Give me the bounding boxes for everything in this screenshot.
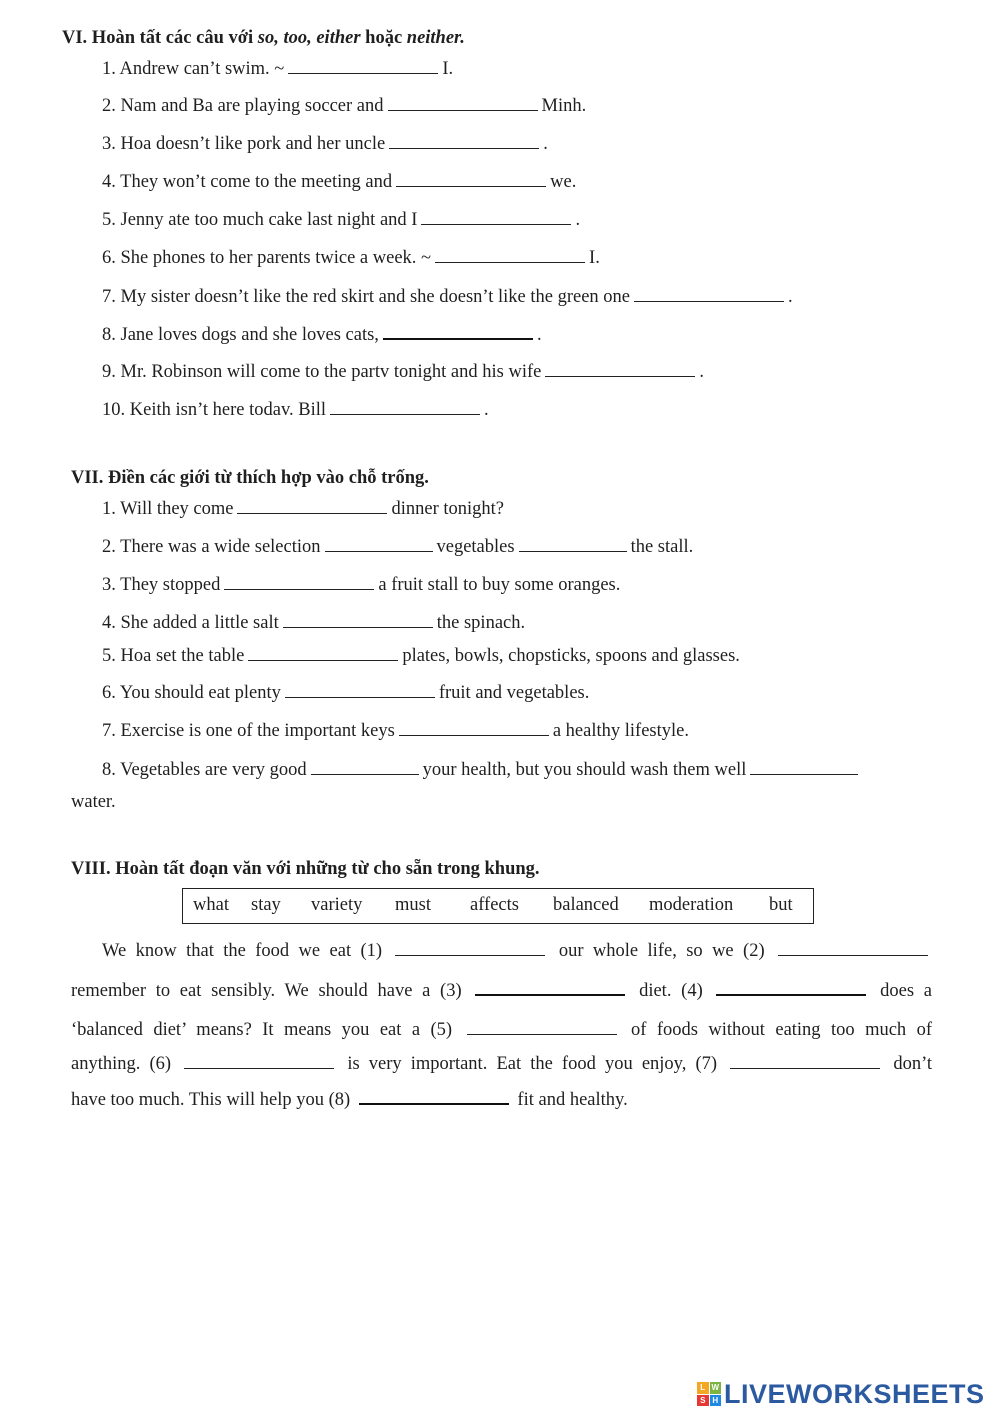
answer-blank[interactable] xyxy=(475,994,625,996)
paragraph-line-1: We know that the food we eat (1) our whole life, so we (2) xyxy=(71,941,932,962)
paragraph-line-4: anything. (6) is very important. Eat the food you enjoy, (7) don’t xyxy=(71,1054,933,1074)
answer-blank[interactable] xyxy=(395,955,545,956)
word-box xyxy=(182,888,814,924)
word-box-item: must xyxy=(395,895,431,915)
paragraph-line-3: ‘balanced diet’ means? It means you eat a (5) of foods without eating too much of xyxy=(71,1020,933,1040)
word-box-item: variety xyxy=(311,895,363,915)
answer-blank[interactable] xyxy=(778,955,928,956)
vi-item-4: 4. They won’t come to the meeting and we. xyxy=(102,172,577,192)
answer-blank[interactable] xyxy=(467,1034,617,1035)
answer-blank[interactable] xyxy=(716,994,866,996)
vi-item-5: 5. Jenny ate too much cake last night and I . xyxy=(102,210,581,230)
answer-blank[interactable] xyxy=(435,262,585,263)
vii-item-7: 7. Exercise is one of the important keys a healthy lifestyle. xyxy=(102,721,689,741)
word-box-item: balanced xyxy=(553,895,619,915)
logo-mark-letter: S xyxy=(697,1395,709,1407)
answer-blank[interactable] xyxy=(224,589,374,590)
vi-item-1: 1. Andrew can’t swim. ~ I. xyxy=(102,59,454,79)
section-viii-title: VIII. Hoàn tất đoạn văn với những từ cho sẵn trong khung. xyxy=(71,859,540,879)
section-vii-title: VII. Điền các giới từ thích hợp vào chỗ trống. xyxy=(71,468,429,488)
vii-item-5: 5. Hoa set the table plates, bowls, chopsticks, spoons and glasses. xyxy=(102,646,740,666)
answer-blank[interactable] xyxy=(383,338,533,340)
vi-item-3: 3. Hoa doesn’t like pork and her uncle . xyxy=(102,134,548,154)
vii-item-2: 2. There was a wide selection vegetables the stall. xyxy=(102,537,694,557)
vii-item-8-continued: water. xyxy=(71,792,116,812)
answer-blank[interactable] xyxy=(285,697,435,698)
logo-mark-letter: W xyxy=(711,1383,720,1393)
answer-blank[interactable] xyxy=(750,774,858,775)
answer-blank[interactable] xyxy=(237,513,387,514)
vi-item-2: 2. Nam and Ba are playing soccer and Minh. xyxy=(102,96,587,116)
answer-blank[interactable] xyxy=(545,376,695,377)
word-box-item: what xyxy=(193,895,229,915)
vi-item-7: 7. My sister doesn’t like the red skirt and she doesn’t like the green one . xyxy=(102,287,793,307)
answer-blank[interactable] xyxy=(388,110,538,111)
vii-item-3: 3. They stopped a fruit stall to buy some oranges. xyxy=(102,575,621,595)
vii-item-6: 6. You should eat plenty fruit and vegetables. xyxy=(102,683,590,703)
liveworksheets-logo xyxy=(697,1380,985,1408)
logo-mark-icon xyxy=(697,1382,721,1406)
answer-blank[interactable] xyxy=(288,73,438,74)
vi-item-9: 9. Mr. Robinson will come to the partv tonight and his wife . xyxy=(102,362,704,382)
vii-item-4: 4. She added a little salt the spinach. xyxy=(102,613,526,633)
answer-blank[interactable] xyxy=(248,660,398,661)
word-box-item: moderation xyxy=(649,895,734,915)
vi-item-6: 6. She phones to her parents twice a week. ~ I. xyxy=(102,248,600,268)
answer-blank[interactable] xyxy=(184,1068,334,1069)
answer-blank[interactable] xyxy=(730,1068,880,1069)
word-box-item: stay xyxy=(251,895,281,915)
logo-text: LIVEWORKSHEETS xyxy=(724,1378,985,1409)
answer-blank[interactable] xyxy=(421,224,571,225)
answer-blank[interactable] xyxy=(325,551,433,552)
paragraph-line-5: have too much. This will help you (8) fit and healthy. xyxy=(71,1090,628,1110)
answer-blank[interactable] xyxy=(396,186,546,187)
logo-mark-letter: L xyxy=(697,1382,709,1394)
word-box-item: but xyxy=(769,895,793,915)
answer-blank[interactable] xyxy=(389,148,539,149)
vi-item-8: 8. Jane loves dogs and she loves cats, . xyxy=(102,325,542,345)
answer-blank[interactable] xyxy=(399,735,549,736)
answer-blank[interactable] xyxy=(519,551,627,552)
vii-item-8: 8. Vegetables are very good your health, but you should wash them well xyxy=(102,760,862,781)
vii-item-1: 1. Will they come dinner tonight? xyxy=(102,499,505,519)
answer-blank[interactable] xyxy=(634,301,784,302)
vi-item-10: 10. Keith isn’t here todav. Bill . xyxy=(102,400,489,420)
answer-blank[interactable] xyxy=(359,1103,509,1105)
paragraph-line-2: remember to eat sensibly. We should have a (3) diet. (4) does a xyxy=(71,981,933,1001)
word-box-item: affects xyxy=(470,895,519,915)
section-vi-title: VI. Hoàn tất các câu với so, too, either hoặc neither. xyxy=(62,28,465,48)
logo-mark-letter: H xyxy=(710,1395,722,1407)
answer-blank[interactable] xyxy=(283,627,433,628)
answer-blank[interactable] xyxy=(311,774,419,775)
answer-blank[interactable] xyxy=(330,414,480,415)
